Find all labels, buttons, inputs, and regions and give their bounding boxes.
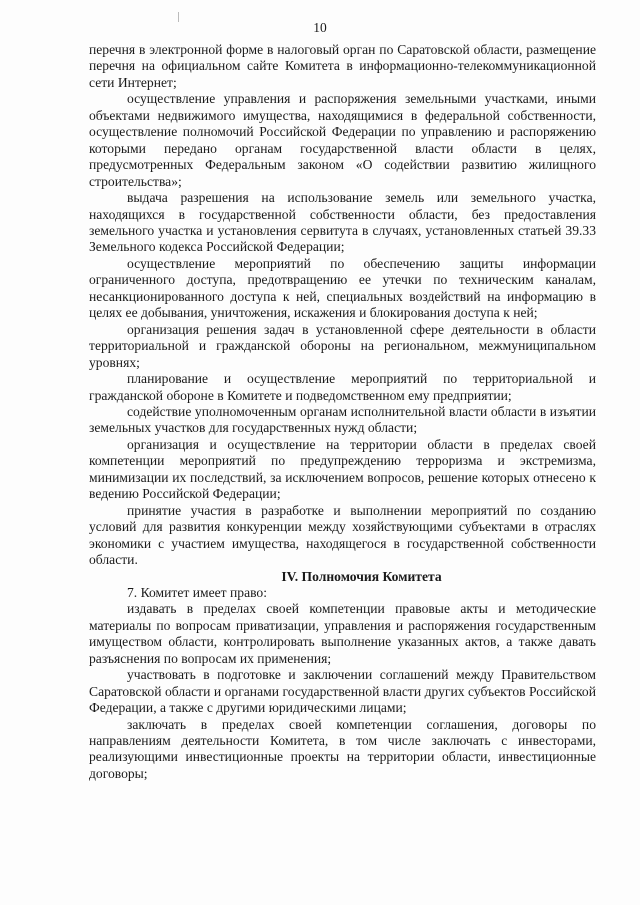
- paragraph: организация решения задач в установленной сфере деятельности в области территориальной и гражданской обороны на региональном, межмуниципальном уровнях;: [89, 321, 596, 370]
- page-number: 10: [313, 20, 327, 35]
- paragraph: планирование и осуществление мероприятий по территориальной и гражданской обороне в Комитете и подведомственном ему предприятии;: [89, 371, 596, 403]
- paragraph: перечня в электронной форме в налоговый орган по Саратовской области, размещение перечня на официальном сайте Комитета в информационно-телекоммуникационной сети Интернет;: [89, 42, 596, 90]
- paragraph: организация и осуществление на территории области в пределах своей компетенции мероприятий по предупреждению терроризма и экстремизма, минимизации их последствий, за исключением вопросов, решение которых отнесено к ведению Российской Федерации;: [89, 436, 596, 502]
- document-body: [89, 42, 596, 782]
- paragraph: выдача разрешения на использование земель или земельного участка, находящихся в государственной собственности области, без предоставления земельного участка и установления сервитута в случаях, установленных статьей 39.33 Земельного кодекса Российской Федерации;: [89, 190, 596, 255]
- paragraph: участвовать в подготовке и заключении соглашений между Правительством Саратовской области и органами государственной власти других субъектов Российской Федерации, а также с другими юридическими лицами;: [89, 667, 596, 716]
- paragraph: 7. Комитет имеет право:: [127, 584, 267, 600]
- paragraph: заключать в пределах своей компетенции соглашения, договоры по направлениям деятельности Комитета, в том числе заключать с инвесторами, реализующими инвестиционные проекты на территории области, инвестиционные договоры;: [89, 716, 596, 781]
- paragraph: содействие уполномоченным органам исполнительной власти области в изъятии земельных участков для государственных нужд области;: [89, 403, 596, 436]
- paragraph-group-top: [89, 42, 596, 569]
- paragraph: осуществление управления и распоряжения земельными участками, иными объектами недвижимого имущества, находящимися в федеральной собственности, осуществление полномочий Российской Федерации по управлению и распоряжению которыми передано органам государственной власти области в целях, предусмотренных Федеральным законом «О содействии развитию жилищного строительства»;: [89, 91, 596, 189]
- paragraph: принятие участия в разработке и выполнении мероприятий по созданию условий для развития конкуренции между хозяйствующими субъектами в отраслях экономики с участием имущества, находящегося в государственной собственности области.: [89, 502, 596, 568]
- paragraph-group-bottom: [89, 585, 596, 782]
- paragraph: издавать в пределах своей компетенции правовые акты и методические материалы по вопросам приватизации, управления и распоряжения государственным имуществом области, контролировать выполнение указанных актов, а также давать разъяснения по вопросам их применения;: [89, 601, 596, 666]
- paragraph: осуществление мероприятий по обеспечению защиты информации ограниченного доступа, предотвращению ее утечки по техническим каналам, несанкционированного доступа к ней, специальных воздействий на информацию в целях ее добывания, уничтожения, искажения и блокирования доступа к ней;: [89, 255, 596, 321]
- section-heading: IV. Полномочия Комитета: [281, 568, 442, 584]
